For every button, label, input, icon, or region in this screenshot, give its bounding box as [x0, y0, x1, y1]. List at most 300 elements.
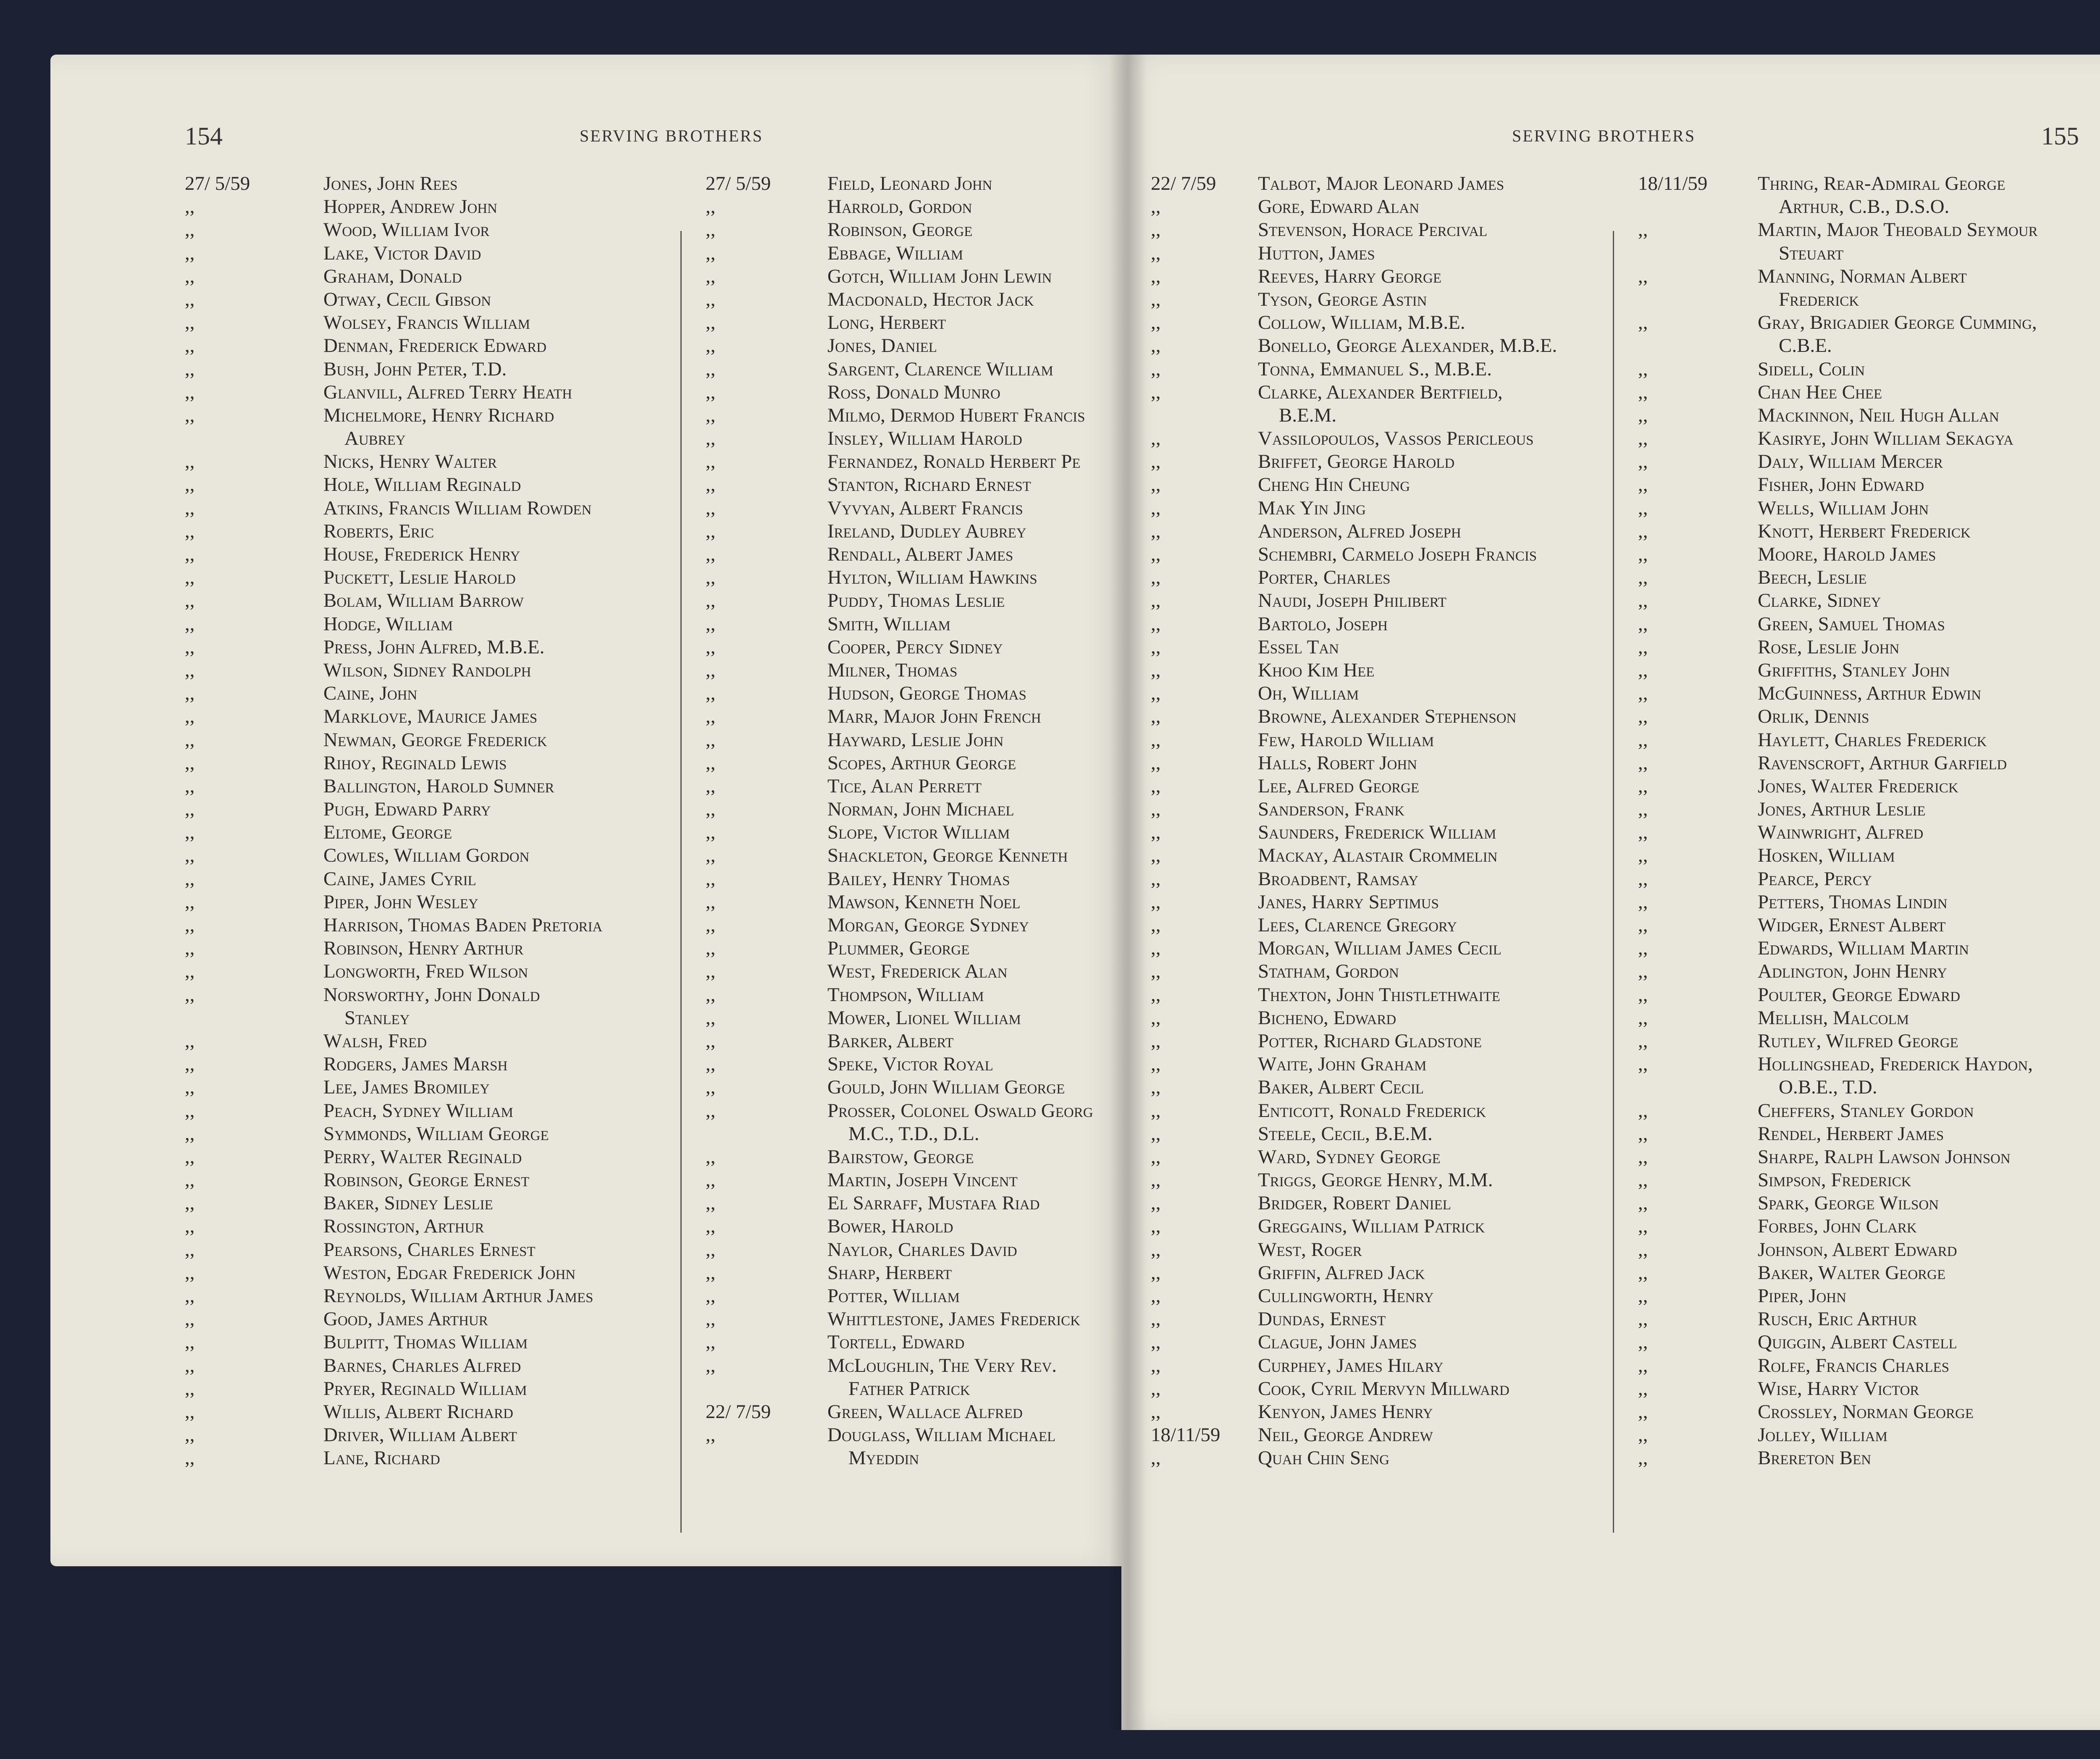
- list-item: [185, 1215, 668, 1238]
- initiation-date: ,,: [1151, 543, 1161, 565]
- initiation-date: ,,: [1638, 844, 1648, 867]
- initiation-date: ,,: [1151, 891, 1161, 913]
- initiation-date: ,,: [1638, 265, 1648, 287]
- member-name: Roberts, Eric: [323, 520, 434, 542]
- initiation-date: ,,: [1151, 729, 1161, 751]
- member-name: Barnes, Charles Alfred: [323, 1354, 521, 1376]
- list-item: [706, 1261, 1117, 1285]
- running-head-right: SERVING BROTHERS: [1512, 126, 1696, 145]
- list-item: [185, 914, 668, 937]
- list-item: [706, 868, 1117, 891]
- list-item: [1151, 1261, 1592, 1285]
- initiation-date: ,,: [185, 242, 195, 264]
- list-item: [185, 983, 668, 1007]
- member-name: House, Frederick Henry: [323, 543, 520, 565]
- member-name: Gray, Brigadier George Cumming,: [1758, 312, 2037, 334]
- list-item: [706, 729, 1117, 752]
- member-name: Curphey, James Hilary: [1258, 1354, 1444, 1376]
- member-name: Sanderson, Frank: [1258, 798, 1404, 821]
- initiation-date: ,,: [185, 1215, 195, 1237]
- member-name: Milmo, Dermod Hubert Francis: [827, 404, 1085, 426]
- initiation-date: 22/ 7/59: [1151, 173, 1216, 194]
- list-item: [1638, 1423, 2100, 1447]
- list-item: [1151, 1146, 1592, 1169]
- initiation-date: ,,: [1638, 705, 1648, 728]
- list-item: [1151, 195, 1592, 218]
- initiation-date: ,,: [1638, 891, 1648, 913]
- initiation-date: ,,: [1151, 1076, 1161, 1098]
- initiation-date: ,,: [1151, 914, 1161, 936]
- member-name: Gore, Edward Alan: [1258, 196, 1420, 218]
- member-name: O.B.E., T.D.: [1779, 1076, 1877, 1098]
- list-item: [1151, 1238, 1592, 1261]
- list-item: [706, 705, 1117, 728]
- list-item: [1151, 1400, 1592, 1423]
- member-name: Morgan, George Sydney: [827, 914, 1029, 936]
- list-item: [185, 1261, 668, 1285]
- initiation-date: ,,: [1638, 1122, 1648, 1145]
- member-name: Griffiths, Stanley John: [1758, 659, 1950, 681]
- list-item: [706, 497, 1117, 520]
- member-name: Bonello, George Alexander, M.B.E.: [1258, 335, 1557, 357]
- member-name: Ireland, Dudley Aubrey: [827, 520, 1026, 542]
- list-item: [1151, 1447, 1592, 1470]
- member-name: Clarke, Alexander Bertfield,: [1258, 381, 1503, 403]
- member-name: Robinson, George Ernest: [323, 1169, 530, 1191]
- list-item: [1638, 1331, 2100, 1354]
- member-name: Bridger, Robert Daniel: [1258, 1192, 1451, 1214]
- column-rule-right: [1613, 231, 1614, 1533]
- list-item: [706, 543, 1117, 566]
- initiation-date: ,,: [706, 682, 716, 705]
- list-item: [185, 1076, 668, 1099]
- initiation-date: ,,: [706, 1215, 716, 1237]
- initiation-date: ,,: [706, 427, 716, 450]
- initiation-date: ,,: [185, 798, 195, 821]
- initiation-date: ,,: [1638, 983, 1648, 1006]
- initiation-date: ,,: [1151, 1215, 1161, 1237]
- member-name: Anderson, Alfred Joseph: [1258, 520, 1461, 542]
- initiation-date: ,,: [706, 219, 716, 241]
- list-item: [1151, 844, 1592, 867]
- initiation-date: ,,: [1638, 566, 1648, 589]
- list-item: [706, 659, 1117, 682]
- initiation-date: ,,: [706, 1192, 716, 1214]
- member-name: Rihoy, Reginald Lewis: [323, 752, 507, 774]
- initiation-date: ,,: [185, 1238, 195, 1261]
- member-name: Gould, John William George: [827, 1076, 1065, 1098]
- member-name: Haylett, Charles Frederick: [1758, 729, 1987, 751]
- initiation-date: ,,: [1638, 474, 1648, 496]
- initiation-date: ,,: [1638, 775, 1648, 797]
- initiation-date: ,,: [1151, 1169, 1161, 1191]
- member-name: Manning, Norman Albert: [1758, 265, 1967, 287]
- initiation-date: ,,: [1151, 265, 1161, 287]
- initiation-date: ,,: [1638, 1146, 1648, 1168]
- initiation-date: ,,: [1638, 1007, 1648, 1029]
- initiation-date: ,,: [185, 1285, 195, 1307]
- list-item: [1638, 1285, 2100, 1308]
- list-item: [1638, 450, 2100, 473]
- member-name: Quah Chin Seng: [1258, 1447, 1389, 1469]
- initiation-date: ,,: [185, 868, 195, 890]
- member-name: McLoughlin, The Very Rev.: [827, 1354, 1057, 1376]
- member-name: Rolfe, Francis Charles: [1758, 1354, 1949, 1376]
- member-name: Nicks, Henry Walter: [323, 451, 497, 473]
- initiation-date: ,,: [706, 335, 716, 357]
- member-name: Brereton Ben: [1758, 1447, 1871, 1469]
- initiation-date: ,,: [185, 590, 195, 612]
- list-item: [706, 358, 1117, 381]
- list-item: [1151, 520, 1592, 543]
- member-name: Rossington, Arthur: [323, 1215, 484, 1237]
- member-name: Thompson, William: [827, 983, 984, 1006]
- member-name: Cook, Cyril Mervyn Millward: [1258, 1377, 1509, 1400]
- member-name: Mackay, Alastair Crommelin: [1258, 844, 1498, 867]
- member-name: Atkins, Francis William Rowden: [323, 497, 592, 519]
- initiation-date: ,,: [1151, 937, 1161, 959]
- initiation-date: ,,: [185, 914, 195, 936]
- column-rule-left: [680, 231, 682, 1533]
- member-name: Saunders, Frederick William: [1258, 821, 1496, 844]
- member-name: Sargent, Clarence William: [827, 358, 1053, 380]
- member-name: Neil, George Andrew: [1258, 1424, 1433, 1446]
- initiation-date: ,,: [185, 636, 195, 658]
- initiation-date: ,,: [185, 937, 195, 959]
- initiation-date: ,,: [1638, 937, 1648, 959]
- list-item: [1638, 520, 2100, 543]
- list-item: [185, 775, 668, 798]
- list-item: [706, 404, 1117, 427]
- initiation-date: ,,: [706, 613, 716, 635]
- list-item: [185, 1146, 668, 1169]
- member-name: Macdonald, Hector Jack: [827, 288, 1034, 310]
- initiation-date: ,,: [185, 196, 195, 218]
- member-name: Jolley, William: [1758, 1424, 1887, 1446]
- member-name: Ballington, Harold Sumner: [323, 775, 554, 797]
- list-item: [706, 1146, 1117, 1169]
- list-item: [1638, 1215, 2100, 1238]
- initiation-date: ,,: [1638, 1400, 1648, 1423]
- member-name: Lane, Richard: [323, 1447, 440, 1469]
- initiation-date: ,,: [185, 381, 195, 403]
- initiation-date: ,,: [1151, 1030, 1161, 1052]
- list-item: [706, 1377, 1117, 1400]
- initiation-date: ,,: [1638, 868, 1648, 890]
- initiation-date: ,,: [706, 752, 716, 774]
- list-item: [1151, 450, 1592, 473]
- list-item: [185, 1331, 668, 1354]
- member-name: Newman, George Frederick: [323, 729, 547, 751]
- list-item: [706, 1192, 1117, 1215]
- list-item: [706, 844, 1117, 867]
- list-item: [185, 1447, 668, 1470]
- member-name: Scopes, Arthur George: [827, 752, 1016, 774]
- initiation-date: ,,: [1151, 983, 1161, 1006]
- initiation-date: ,,: [185, 729, 195, 751]
- list-item: [1638, 1400, 2100, 1423]
- member-name: Eltome, George: [323, 821, 452, 844]
- list-item: [1151, 497, 1592, 520]
- initiation-date: ,,: [185, 752, 195, 774]
- list-item: [185, 636, 668, 659]
- initiation-date: ,,: [185, 983, 195, 1006]
- initiation-date: ,,: [1151, 1007, 1161, 1029]
- list-item: [1151, 937, 1592, 960]
- list-item: [185, 520, 668, 543]
- initiation-date: ,,: [1151, 590, 1161, 612]
- member-name: West, Roger: [1258, 1238, 1362, 1261]
- list-item: [1638, 1192, 2100, 1215]
- initiation-date: ,,: [706, 242, 716, 264]
- list-item: [1151, 1007, 1592, 1030]
- member-name: Good, James Arthur: [323, 1308, 488, 1330]
- list-item: [706, 1238, 1117, 1261]
- member-name: Steele, Cecil, B.E.M.: [1258, 1122, 1433, 1145]
- initiation-date: ,,: [1638, 1377, 1648, 1400]
- initiation-date: ,,: [185, 705, 195, 728]
- list-item: [1151, 1053, 1592, 1076]
- member-name: Kenyon, James Henry: [1258, 1400, 1433, 1423]
- list-item: [706, 1308, 1117, 1331]
- member-name: Wells, William John: [1758, 497, 1929, 519]
- list-item: [1151, 1331, 1592, 1354]
- list-item: [1638, 729, 2100, 752]
- initiation-date: ,,: [706, 775, 716, 797]
- initiation-date: ,,: [706, 1308, 716, 1330]
- member-name: Janes, Harry Septimus: [1258, 891, 1439, 913]
- member-name: Wise, Harry Victor: [1758, 1377, 1919, 1400]
- member-name: Ward, Sydney George: [1258, 1146, 1441, 1168]
- initiation-date: ,,: [1638, 729, 1648, 751]
- list-item: [1151, 775, 1592, 798]
- list-item: [1151, 473, 1592, 496]
- member-name: Vyvyan, Albert Francis: [827, 497, 1023, 519]
- member-name: Willis, Albert Richard: [323, 1400, 513, 1423]
- list-item: [1151, 983, 1592, 1007]
- member-name: Bulpitt, Thomas William: [323, 1331, 528, 1353]
- member-name: Cowles, William Gordon: [323, 844, 530, 867]
- initiation-date: ,,: [1638, 798, 1648, 821]
- initiation-date: ,,: [706, 1146, 716, 1168]
- initiation-date: ,,: [185, 1354, 195, 1376]
- initiation-date: ,,: [1151, 1308, 1161, 1330]
- list-item: [706, 520, 1117, 543]
- list-item: [1151, 1354, 1592, 1377]
- member-name: Myeddin: [848, 1447, 919, 1469]
- member-name: Chan Hee Chee: [1758, 381, 1882, 403]
- list-item: [185, 450, 668, 473]
- list-item: [185, 334, 668, 357]
- list-item: [1638, 1377, 2100, 1400]
- list-item: [1638, 265, 2100, 288]
- initiation-date: ,,: [706, 312, 716, 334]
- member-name: Puckett, Leslie Harold: [323, 566, 516, 589]
- member-name: Schembri, Carmelo Joseph Francis: [1258, 543, 1537, 565]
- initiation-date: ,,: [1638, 1285, 1648, 1307]
- member-name: Stanton, Richard Ernest: [827, 474, 1031, 496]
- list-item: [1638, 1308, 2100, 1331]
- initiation-date: ,,: [1638, 1447, 1648, 1469]
- member-name: Speke, Victor Royal: [827, 1053, 993, 1075]
- member-name: Green, Samuel Thomas: [1758, 613, 1945, 635]
- list-item: [706, 218, 1117, 241]
- list-item: [1151, 682, 1592, 705]
- list-item: [706, 381, 1117, 404]
- initiation-date: ,,: [1151, 1146, 1161, 1168]
- member-name: Ravenscroft, Arthur Garfield: [1758, 752, 2007, 774]
- initiation-date: ,,: [706, 1238, 716, 1261]
- initiation-date: ,,: [185, 682, 195, 705]
- member-name: Denman, Frederick Edward: [323, 335, 547, 357]
- initiation-date: ,,: [706, 265, 716, 287]
- member-name: M.C., T.D., D.L.: [848, 1122, 979, 1145]
- initiation-date: ,,: [185, 1169, 195, 1191]
- initiation-date: ,,: [706, 1354, 716, 1376]
- initiation-date: ,,: [706, 1099, 716, 1122]
- initiation-date: ,,: [185, 358, 195, 380]
- list-item: [1638, 1447, 2100, 1470]
- member-name: Rose, Leslie John: [1758, 636, 1900, 658]
- member-name: C.B.E.: [1779, 335, 1832, 357]
- member-name: Cheng Hin Cheung: [1258, 474, 1410, 496]
- list-item: [1151, 311, 1592, 334]
- initiation-date: ,,: [706, 821, 716, 844]
- list-item: [185, 1238, 668, 1261]
- initiation-date: ,,: [1638, 1192, 1648, 1214]
- list-item: [1638, 821, 2100, 844]
- initiation-date: ,,: [1638, 1053, 1648, 1075]
- list-item: [1151, 798, 1592, 821]
- initiation-date: ,,: [1151, 358, 1161, 380]
- member-name: Stevenson, Horace Percival: [1258, 219, 1488, 241]
- list-item: [1638, 288, 2100, 311]
- member-name: Graham, Donald: [323, 265, 462, 287]
- list-item: [1638, 218, 2100, 241]
- list-item: [1151, 1099, 1592, 1122]
- list-item: [706, 1400, 1117, 1423]
- member-name: Rendel, Herbert James: [1758, 1122, 1944, 1145]
- member-name: Barker, Albert: [827, 1030, 954, 1052]
- member-name: Reeves, Harry George: [1258, 265, 1441, 287]
- list-item: [1638, 1146, 2100, 1169]
- member-name: Clague, John James: [1258, 1331, 1417, 1353]
- member-name: Waite, John Graham: [1258, 1053, 1427, 1075]
- initiation-date: ,,: [185, 288, 195, 310]
- member-name: Hylton, William Hawkins: [827, 566, 1037, 589]
- list-item: [706, 1447, 1117, 1470]
- list-item: [185, 404, 668, 427]
- list-item: [185, 821, 668, 844]
- list-item: [1638, 1076, 2100, 1099]
- initiation-date: ,,: [1638, 659, 1648, 681]
- member-name: Milner, Thomas: [827, 659, 958, 681]
- list-item: [1151, 1285, 1592, 1308]
- list-item: [185, 798, 668, 821]
- member-name: Bicheno, Edward: [1258, 1007, 1396, 1029]
- member-name: Press, John Alfred, M.B.E.: [323, 636, 545, 658]
- initiation-date: ,,: [1638, 1331, 1648, 1353]
- member-name: Hosken, William: [1758, 844, 1895, 867]
- initiation-date: ,,: [706, 705, 716, 728]
- list-item: [1638, 381, 2100, 404]
- member-name: Spark, George Wilson: [1758, 1192, 1939, 1214]
- member-name: Bower, Harold: [827, 1215, 953, 1237]
- member-name: Michelmore, Henry Richard: [323, 404, 554, 426]
- member-name: Tice, Alan Perrett: [827, 775, 982, 797]
- list-item: [1638, 891, 2100, 914]
- initiation-date: ,,: [1638, 451, 1648, 473]
- list-item: [185, 497, 668, 520]
- list-item: [1638, 1030, 2100, 1053]
- initiation-date: ,,: [185, 1447, 195, 1469]
- member-name: Wood, William Ivor: [323, 219, 490, 241]
- member-name: Shackleton, George Kenneth: [827, 844, 1068, 867]
- member-name: Hole, William Reginald: [323, 474, 521, 496]
- initiation-date: ,,: [1638, 821, 1648, 844]
- list-item: [1151, 404, 1592, 427]
- member-name: Adlington, John Henry: [1758, 960, 1947, 983]
- list-item: [1638, 752, 2100, 775]
- list-item: [706, 1331, 1117, 1354]
- member-name: Frederick: [1779, 288, 1859, 310]
- member-name: Pearsons, Charles Ernest: [323, 1238, 536, 1261]
- list-item: [185, 960, 668, 983]
- member-name: Wainwright, Alfred: [1758, 821, 1924, 844]
- list-item: [1638, 960, 2100, 983]
- initiation-date: ,,: [706, 636, 716, 658]
- initiation-date: ,,: [185, 775, 195, 797]
- initiation-date: ,,: [185, 960, 195, 983]
- initiation-date: ,,: [185, 312, 195, 334]
- member-name: Sharpe, Ralph Lawson Johnson: [1758, 1146, 2011, 1168]
- list-item: [1151, 358, 1592, 381]
- initiation-date: ,,: [185, 613, 195, 635]
- member-name: Peach, Sydney William: [323, 1099, 513, 1122]
- member-name: Bairstow, George: [827, 1146, 974, 1168]
- list-item: [1638, 1261, 2100, 1285]
- list-item: [706, 566, 1117, 589]
- initiation-date: ,,: [185, 543, 195, 565]
- member-name: Fisher, John Edward: [1758, 474, 1924, 496]
- member-name: Lees, Clarence Gregory: [1258, 914, 1457, 936]
- initiation-date: ,,: [706, 798, 716, 821]
- list-item: [185, 172, 668, 195]
- initiation-date: ,,: [706, 1053, 716, 1075]
- member-name: Norman, John Michael: [827, 798, 1014, 821]
- list-item: [185, 288, 668, 311]
- list-item: [706, 983, 1117, 1007]
- list-item: [1151, 288, 1592, 311]
- list-item: [185, 589, 668, 612]
- initiation-date: ,,: [706, 1331, 716, 1353]
- list-item: [1638, 636, 2100, 659]
- member-name: Puddy, Thomas Leslie: [827, 590, 1005, 612]
- member-name: Mawson, Kenneth Noel: [827, 891, 1021, 913]
- initiation-date: ,,: [1151, 497, 1161, 519]
- list-item: [706, 798, 1117, 821]
- initiation-date: ,,: [706, 868, 716, 890]
- list-item: [1151, 868, 1592, 891]
- initiation-date: ,,: [185, 265, 195, 287]
- member-name: Porter, Charles: [1258, 566, 1391, 589]
- member-name: Beech, Leslie: [1758, 566, 1867, 589]
- list-item: [706, 589, 1117, 612]
- member-name: Glanvill, Alfred Terry Heath: [323, 381, 572, 403]
- initiation-date: ,,: [706, 891, 716, 913]
- list-item: [185, 566, 668, 589]
- member-name: Aubrey: [344, 427, 406, 450]
